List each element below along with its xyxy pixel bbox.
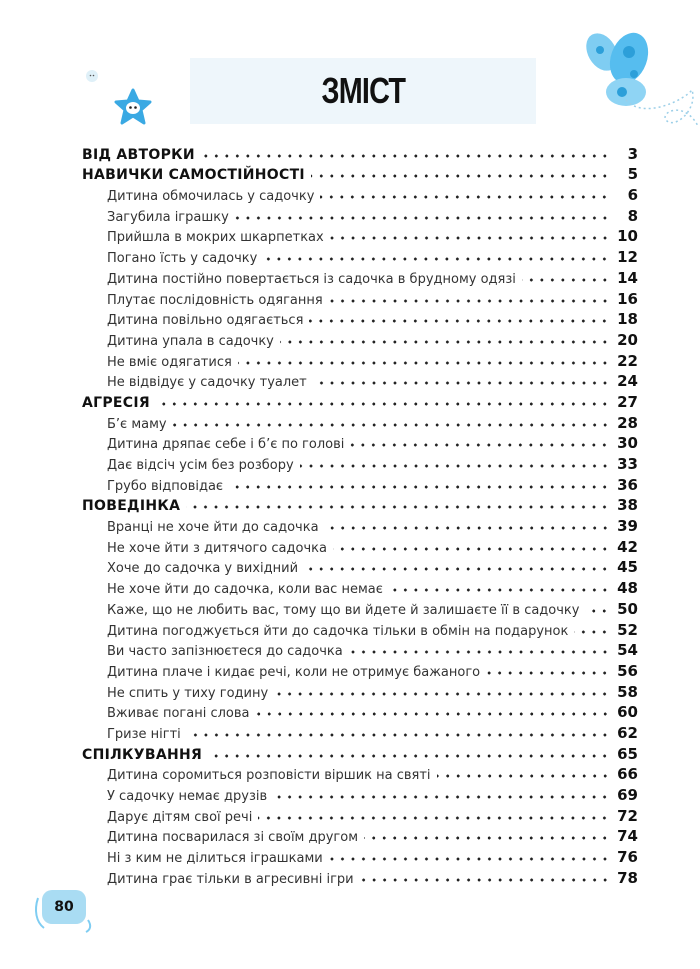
- entry-page-number: 5: [627, 165, 638, 184]
- entry-page-number: 39: [617, 517, 638, 536]
- entry-title: АГРЕСІЯ: [82, 394, 150, 411]
- toc-entry[interactable]: [82, 618, 638, 639]
- dot-leader: [325, 525, 610, 531]
- dot-leader: [274, 691, 610, 697]
- entry-title: У садочку немає друзів: [107, 789, 268, 804]
- entry-title: Вживає погані слова: [107, 706, 250, 722]
- entry-page-number: 60: [617, 703, 638, 722]
- entry-title: Не хоче йти до садочка, коли вас немає: [107, 582, 383, 598]
- entry-title: Загубила іграшку: [107, 209, 229, 225]
- toc-entry[interactable]: [82, 287, 638, 308]
- entry-title: ВІД АВТОРКИ: [82, 146, 195, 163]
- toc-entry[interactable]: [82, 825, 638, 846]
- toc-entry[interactable]: [82, 204, 638, 225]
- entry-page-number: 62: [617, 723, 638, 742]
- toc-entry[interactable]: [82, 308, 638, 329]
- table-of-contents: [82, 142, 638, 887]
- toc-entry[interactable]: [82, 680, 638, 701]
- dot-leader: [201, 153, 610, 159]
- toc-entry[interactable]: [82, 452, 638, 473]
- entry-page-number: 28: [617, 413, 638, 432]
- entry-title: Дарує дітям свої речі: [107, 809, 253, 825]
- toc-section[interactable]: [82, 142, 638, 163]
- toc-entry[interactable]: [82, 866, 638, 887]
- dot-leader: [389, 587, 610, 593]
- dot-leader: [486, 670, 610, 676]
- toc-entry[interactable]: [82, 370, 638, 391]
- entry-title: СПІЛКУВАННЯ: [82, 746, 203, 763]
- entry-page-number: 52: [617, 620, 638, 639]
- dot-leader: [173, 422, 610, 428]
- entry-title: Дитина дряпає себе і б’є по голові: [107, 437, 345, 453]
- dot-leader: [187, 732, 610, 738]
- entry-page-number: 36: [617, 475, 638, 494]
- entry-title: Вранці не хоче йти до садочка: [107, 520, 319, 536]
- dot-leader: [329, 298, 610, 304]
- page-title: ЗМІСТ: [321, 70, 405, 111]
- small-star-icon: [84, 68, 100, 84]
- entry-title: Б’є маму: [107, 416, 167, 432]
- entry-page-number: 27: [617, 392, 638, 411]
- entry-page-number: 50: [617, 599, 638, 618]
- toc-section[interactable]: [82, 390, 638, 411]
- dot-leader: [320, 194, 610, 200]
- entry-title: Ви часто запізнюєтеся до садочка: [107, 644, 343, 660]
- entry-title: Не вміє одягатися: [107, 354, 232, 370]
- toc-entry[interactable]: [82, 514, 638, 535]
- dot-leader: [313, 380, 610, 386]
- toc-entry[interactable]: [82, 845, 638, 866]
- entry-page-number: 30: [617, 434, 638, 453]
- entry-title: Ні з ким не ділиться іграшками: [107, 851, 323, 867]
- entry-page-number: 33: [617, 455, 638, 473]
- toc-section[interactable]: [82, 163, 638, 184]
- entry-page-number: 45: [617, 558, 638, 577]
- entry-page-number: 58: [617, 682, 638, 701]
- toc-entry[interactable]: [82, 721, 638, 742]
- toc-section[interactable]: [82, 742, 638, 763]
- toc-entry[interactable]: [82, 639, 638, 660]
- title-banner: [190, 58, 536, 124]
- entry-page-number: 38: [617, 496, 638, 515]
- entry-page-number: 54: [617, 641, 638, 660]
- entry-title: Погано їсть у садочку: [107, 251, 258, 267]
- entry-page-number: 76: [617, 848, 638, 867]
- dot-leader: [329, 856, 610, 862]
- dot-leader: [330, 235, 610, 241]
- entry-page-number: 16: [617, 289, 638, 308]
- toc-entry[interactable]: [82, 432, 638, 453]
- dot-leader: [333, 546, 610, 552]
- toc-entry[interactable]: [82, 597, 638, 618]
- entry-title: НАВИЧКИ САМОСТІЙНОСТІ: [82, 167, 305, 184]
- toc-entry[interactable]: [82, 266, 638, 287]
- entry-page-number: 56: [617, 661, 638, 680]
- entry-title: Не хоче йти з дитячого садочка: [107, 540, 327, 556]
- star-character-icon: [113, 88, 153, 126]
- dot-leader: [273, 794, 610, 800]
- dot-leader: [522, 277, 610, 283]
- dot-leader: [238, 360, 610, 366]
- butterfly-icon: [574, 30, 700, 140]
- entry-page-number: 66: [617, 765, 638, 784]
- dot-leader: [309, 318, 610, 324]
- dot-leader: [349, 649, 610, 655]
- toc-entry[interactable]: [82, 535, 638, 556]
- entry-title: Грубо відповідає: [107, 478, 224, 494]
- dot-leader: [574, 629, 610, 635]
- toc-entry[interactable]: [82, 328, 638, 349]
- entry-page-number: 18: [617, 310, 638, 329]
- dot-leader: [235, 215, 610, 221]
- dot-leader: [364, 835, 610, 841]
- toc-entry[interactable]: [82, 245, 638, 266]
- dot-leader: [256, 711, 610, 717]
- entry-page-number: 22: [617, 351, 638, 370]
- entry-title: Дитина обмочилась у садочку: [107, 189, 315, 205]
- entry-page-number: 74: [617, 827, 638, 846]
- entry-page-number: 48: [617, 579, 638, 598]
- entry-title: Не спить у тиху годину: [107, 685, 269, 701]
- entry-page-number: 78: [617, 868, 638, 887]
- toc-entry[interactable]: [82, 783, 638, 804]
- dot-leader: [156, 401, 610, 407]
- entry-title: Дитина упала в садочку: [107, 333, 274, 349]
- entry-title: Дитина постійно повертається із садочка в брудному одязі: [107, 271, 516, 287]
- entry-page-number: 3: [627, 144, 638, 163]
- toc-section[interactable]: [82, 494, 638, 515]
- toc-entry[interactable]: [82, 411, 638, 432]
- dot-leader: [208, 753, 610, 759]
- entry-page-number: 6: [627, 186, 638, 205]
- entry-title: Дитина грає тільки в агресивні ігри: [107, 871, 354, 887]
- entry-title: ПОВЕДІНКА: [82, 498, 181, 515]
- page-number-badge: 80: [42, 890, 86, 924]
- entry-page-number: 69: [617, 786, 638, 804]
- dot-leader: [258, 815, 610, 821]
- toc-entry[interactable]: [82, 183, 638, 204]
- entry-title: Каже, що не любить вас, тому що ви йдете й залишаєте її в садочку: [107, 602, 580, 618]
- entry-page-number: 8: [627, 206, 638, 225]
- dot-leader: [229, 484, 610, 490]
- entry-page-number: 72: [617, 806, 638, 825]
- entry-title: Плутає послідовність одягання: [107, 292, 323, 308]
- dot-leader: [360, 877, 610, 883]
- dot-leader: [437, 773, 610, 779]
- toc-entry[interactable]: [82, 659, 638, 680]
- toc-entry[interactable]: [82, 804, 638, 825]
- dot-leader: [311, 173, 610, 179]
- entry-title: Дитина плаче і кидає речі, коли не отримує бажаного: [107, 664, 481, 680]
- entry-title: Прийшла в мокрих шкарпетках: [107, 230, 324, 246]
- entry-title: Дитина повільно одягається: [107, 313, 304, 329]
- dot-leader: [304, 566, 610, 572]
- toc-entry[interactable]: [82, 701, 638, 722]
- entry-page-number: 14: [617, 268, 638, 287]
- dot-leader: [350, 442, 610, 448]
- entry-title: Дає відсіч усім без розбору: [107, 458, 294, 473]
- toc-entry[interactable]: [82, 556, 638, 577]
- entry-title: Гризе нігті: [107, 726, 181, 742]
- dot-leader: [585, 608, 610, 614]
- entry-title: Дитина соромиться розповісти віршик на святі: [107, 768, 431, 784]
- entry-page-number: 65: [617, 744, 638, 763]
- entry-title: Дитина погоджується йти до садочка тільки в обмін на подарунок: [107, 623, 569, 639]
- entry-page-number: 42: [617, 537, 638, 556]
- dot-leader: [280, 339, 610, 345]
- toc-entry[interactable]: [82, 473, 638, 494]
- toc-entry[interactable]: [82, 763, 638, 784]
- entry-title: Дитина посварилася зі своїм другом: [107, 830, 359, 846]
- entry-page-number: 10: [617, 227, 638, 246]
- dot-leader: [300, 463, 610, 469]
- entry-page-number: 24: [617, 372, 638, 391]
- toc-entry[interactable]: [82, 349, 638, 370]
- entry-page-number: 12: [617, 248, 638, 267]
- entry-title: Не відвідує у садочку туалет: [107, 375, 307, 391]
- toc-entry[interactable]: [82, 225, 638, 246]
- entry-page-number: 20: [617, 330, 638, 349]
- dot-leader: [186, 504, 610, 510]
- dot-leader: [263, 256, 610, 262]
- toc-entry[interactable]: [82, 576, 638, 597]
- entry-title: Хоче до садочка у вихідний: [107, 561, 299, 577]
